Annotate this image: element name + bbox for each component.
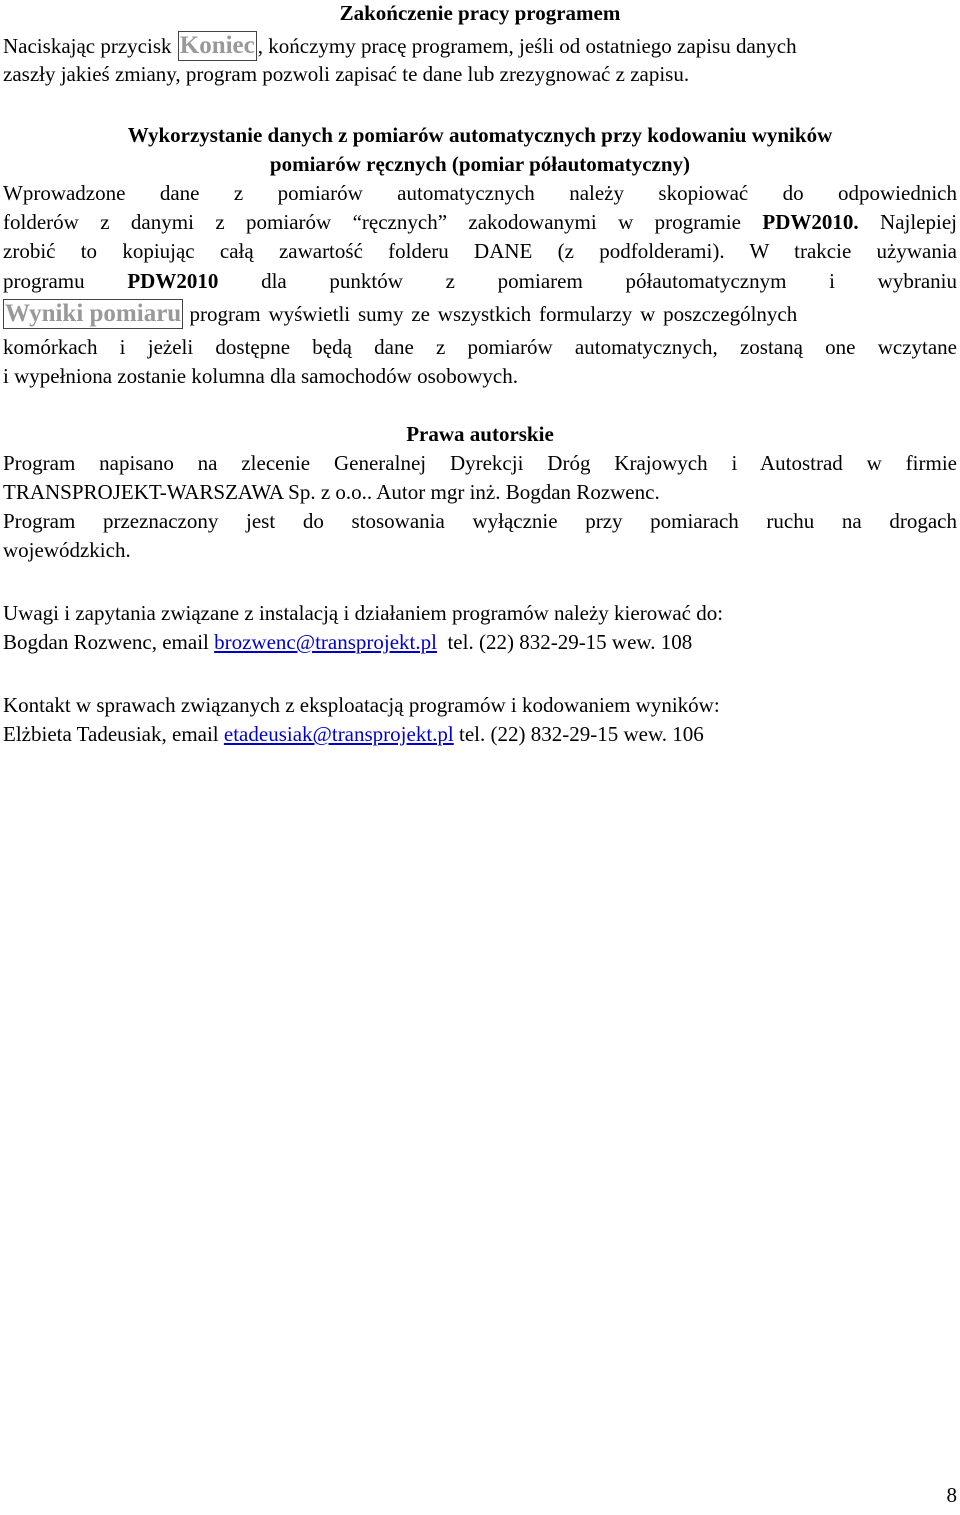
section-title-automatic-2: pomiarów ręcznych (pomiar półautomatyczny): [269, 152, 691, 176]
paragraph-line: zaszły jakieś zmiany, program pozwoli zapisać te dane lub zrezygnować z zapisu.: [3, 62, 690, 86]
text: tel. (22) 832-29-15 wew. 108: [447, 630, 693, 654]
koniec-button-label: Koniec: [179, 32, 255, 59]
paragraph-line: Uwagi i zapytania związane z instalacją i działaniem programów należy kierować do:: [3, 601, 724, 625]
paragraph-line: komórkach i jeżeli dostępne będą dane z pomiarów automatycznych, zostaną one wczytane: [3, 335, 957, 359]
text: dla punktów z pomiarem półautomatycznym i wybraniu: [261, 269, 957, 293]
paragraph-line: wojewódzkich.: [3, 538, 131, 562]
page-number: 8: [946, 1483, 957, 1507]
paragraph-line: [3, 268, 957, 294]
text: Elżbieta Tadeusiak, email: [3, 722, 219, 746]
paragraph-line: [3, 721, 957, 747]
paragraph-line: i wypełniona zostanie kolumna dla samochodów osobowych.: [3, 364, 518, 388]
text: Najlepiej: [880, 210, 958, 234]
paragraph-line: Program przeznaczony jest do stosowania wyłącznie przy pomiarach ruchu na drogach: [3, 509, 957, 533]
paragraph-line: zrobić to kopiując całą zawartość folderu DANE (z podfolderami). W trakcie używania: [3, 239, 957, 263]
program-name: PDW2010.: [762, 210, 859, 234]
text: , kończymy pracę programem, jeśli od ostatniego zapisu danych: [257, 34, 797, 58]
paragraph-line: [3, 629, 957, 655]
section-title-automatic: Wykorzystanie danych z pomiarów automatycznych przy kodowaniu wyników: [127, 123, 833, 147]
wyniki-pomiaru-button-label: Wyniki pomiaru: [5, 300, 182, 327]
paragraph-line: Program napisano na zlecenie Generalnej Dyrekcji Dróg Krajowych i Autostrad w firmie: [3, 451, 957, 475]
program-name: PDW2010: [127, 269, 219, 293]
text: Bogdan Rozwenc, email: [3, 630, 209, 654]
email-link-etadeusiak[interactable]: etadeusiak@transprojekt.pl: [223, 722, 454, 746]
email-link-brozwenc[interactable]: brozwenc@transprojekt.pl: [214, 630, 437, 654]
paragraph-line: TRANSPROJEKT-WARSZAWA Sp. z o.o.. Autor mgr inż. Bogdan Rozwenc.: [3, 480, 660, 504]
section-title-copyright: Prawa autorskie: [406, 422, 554, 446]
paragraph-line: [3, 209, 957, 235]
section-title-ending: Zakończenie pracy programem: [339, 1, 621, 25]
paragraph-line: [3, 299, 957, 329]
text: program wyświetli sumy ze wszystkich formularzy w poszczególnych: [189, 302, 798, 326]
text: tel. (22) 832-29-15 wew. 106: [459, 722, 704, 746]
paragraph-line: [3, 31, 957, 61]
text: folderów z danymi z pomiarów “ręcznych” zakodowanymi w programie: [3, 210, 741, 234]
text: Naciskając przycisk: [3, 34, 172, 58]
paragraph-line: Kontakt w sprawach związanych z eksploatacją programów i kodowaniem wyników:: [3, 693, 720, 717]
paragraph-line: Wprowadzone dane z pomiarów automatycznych należy skopiować do odpowiednich: [3, 181, 957, 205]
text: programu: [3, 269, 85, 293]
